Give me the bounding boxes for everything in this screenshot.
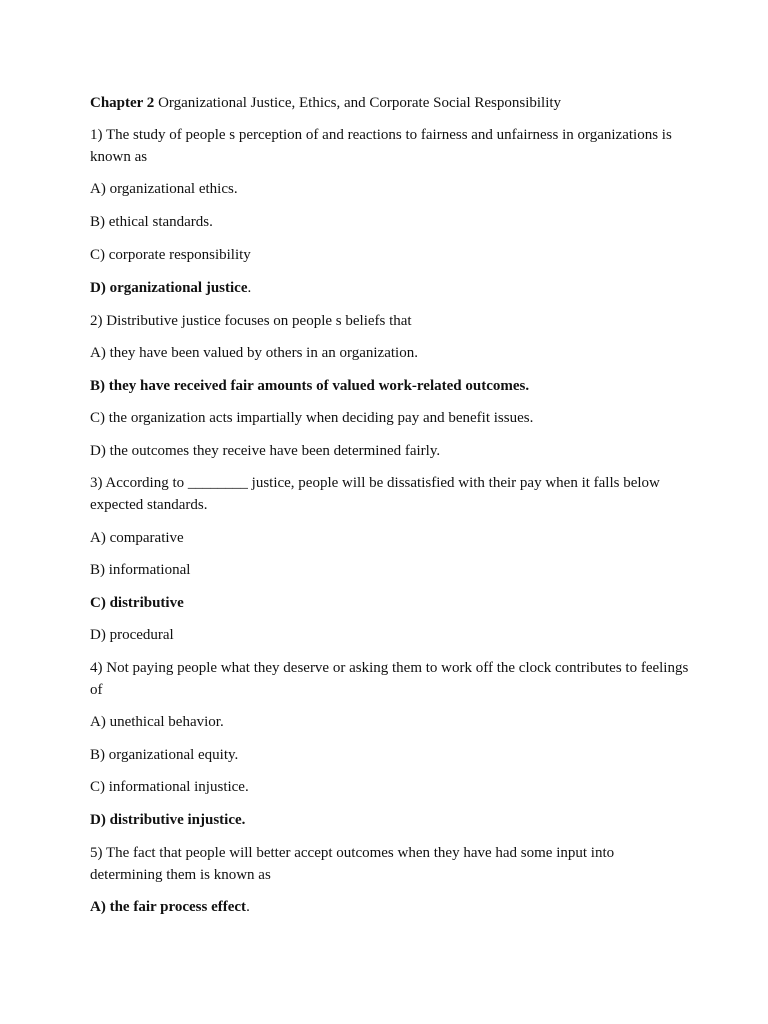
question-1-option-a: A) organizational ethics. (90, 181, 238, 197)
question-4-option-d: D) distributive injustice. (90, 812, 246, 828)
question-3-option-b: B) informational (90, 562, 191, 578)
question-1-stem: 1) The study of people s perception of and reactions to fairness and unfairness in organizations is known as (90, 127, 672, 165)
chapter-label: Chapter 2 (90, 95, 155, 111)
question-4-stem: 4) Not paying people what they deserve or asking them to work off the clock contributes to feelings of (90, 660, 689, 698)
question-1-option-b: B) ethical standards. (90, 214, 213, 230)
chapter-title: Organizational Justice, Ethics, and Corporate Social Responsibility (154, 95, 562, 111)
question-2-option-b: B) they have received fair amounts of valued work-related outcomes. (90, 378, 530, 394)
question-3-option-d: D) procedural (90, 627, 174, 643)
question-5-stem: 5) The fact that people will better accept outcomes when they have had some input into determining them is known as (90, 845, 615, 883)
question-3-stem: 3) According to ________ justice, people will be dissatisfied with their pay when it falls below expected standards. (90, 475, 660, 513)
question-2-option-a: A) they have been valued by others in an organization. (90, 345, 418, 361)
question-3-option-a: A) comparative (90, 530, 184, 546)
question-1-option-d: D) organizational justice. (90, 280, 252, 296)
question-1-option-c: C) corporate responsibility (90, 247, 251, 263)
question-4-option-c: C) informational injustice. (90, 779, 249, 795)
question-2-option-c: C) the organization acts impartially when deciding pay and benefit issues. (90, 410, 534, 426)
question-3-option-c: C) distributive (90, 595, 184, 611)
question-2-stem: 2) Distributive justice focuses on people s beliefs that (90, 313, 412, 329)
question-4-option-a: A) unethical behavior. (90, 714, 224, 730)
question-5-option-a: A) the fair process effect. (90, 899, 250, 915)
question-2-option-d: D) the outcomes they receive have been determined fairly. (90, 443, 441, 459)
chapter-heading (90, 92, 690, 114)
question-4-option-b: B) organizational equity. (90, 747, 239, 763)
